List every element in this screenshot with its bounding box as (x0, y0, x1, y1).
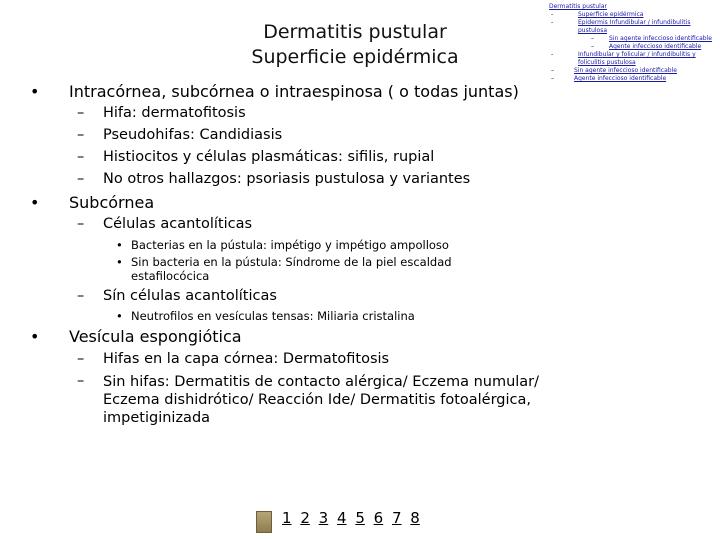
outline-link[interactable]: pustulosa (578, 27, 608, 34)
dash-marker: – (77, 149, 85, 165)
sub-bullet-no-otros: No otros hallazgos: psoriasis pustulosa y variantes (103, 171, 471, 187)
bullet-marker: • (30, 193, 40, 212)
sub-bullet-pseudohifas: Pseudohifas: Candidiasis (103, 127, 283, 143)
sub-bullet-hifa: Hifa: dermatofitosis (103, 105, 246, 121)
dash-marker: – (77, 171, 85, 187)
bullet-marker: • (116, 309, 123, 323)
outline-heading (549, 3, 714, 11)
sub-bullet-histiocitos: Histiocitos y células plasmáticas: sifilis, rupial (103, 149, 435, 165)
dash-marker: – (77, 105, 85, 121)
dash-marker: – (77, 216, 85, 232)
page-link-1[interactable]: 1 (282, 509, 292, 527)
dash-marker: – (77, 373, 85, 389)
sub-bullet-sin-celulas: Sín células acantolíticas (103, 288, 277, 304)
outline-item (549, 43, 714, 51)
outline-marker: – (551, 67, 554, 74)
slide-thumbnail-icon[interactable] (256, 511, 272, 533)
outline-marker: - (551, 11, 554, 18)
sub-bullet-hifas-capa: Hifas en la capa córnea: Dermatofitosis (103, 351, 390, 367)
outline-link[interactable]: Epidermis Infundibular / infundibulitis (578, 19, 691, 26)
bullet-subcornea: Subcórnea (69, 193, 155, 212)
outline-marker: – (591, 35, 594, 42)
page-link-7[interactable]: 7 (391, 509, 402, 527)
sub-sub-bullet-neutrofilos: Neutrofilos en vesículas tensas: Miliaria cristalina (131, 309, 415, 323)
outline-marker: - (551, 51, 554, 58)
sub-bullet-sin-hifas: Sin hifas: Dermatitis de contacto alérgica/ Eczema numular/ Eczema dishidrótico/ Reacción Ide/ Dermatitis fotoalérgica, impetiginizada (103, 374, 540, 426)
outline-panel (549, 3, 714, 83)
page-link-6[interactable]: 6 (373, 509, 384, 527)
bullet-marker: • (30, 327, 40, 346)
outline-item (549, 51, 714, 59)
page-number-list (282, 509, 424, 527)
outline-link[interactable]: Agente infeccioso identificable (609, 43, 702, 50)
dash-marker: – (77, 127, 85, 143)
sub-sub-bullet-bacterias: Bacterias en la pústula: impétigo y impétigo ampolloso (131, 238, 449, 252)
outline-link[interactable]: Infundibular y folicular / infundibulitis y (578, 51, 696, 58)
outline-link[interactable]: Sin agente infeccioso identificable (574, 67, 677, 74)
bullet-marker: • (116, 238, 123, 252)
page-link-8[interactable]: 8 (410, 509, 420, 527)
outline-marker: – (551, 75, 554, 82)
outline-item (549, 11, 714, 19)
outline-link[interactable]: Agente infeccioso identificable (574, 75, 667, 82)
bullet-intracornea: Intracórnea, subcórnea o intraespinosa ( o todas juntas) (69, 82, 519, 101)
outline-marker: - (551, 19, 554, 26)
outline-item (549, 59, 714, 67)
dash-marker: – (77, 351, 85, 367)
outline-link[interactable]: Superficie epidérmica (578, 11, 644, 18)
outline-link[interactable]: Sin agente infeccioso identificable (609, 35, 712, 42)
outline-item (549, 35, 714, 43)
page-link-3[interactable]: 3 (318, 509, 329, 527)
outline-item (549, 19, 714, 27)
title-line-2: Superficie epidérmica (251, 46, 459, 68)
outline-marker: – (591, 43, 594, 50)
outline-heading-link[interactable]: Dermatitis pustular (549, 3, 607, 10)
page-link-4[interactable]: 4 (336, 509, 347, 527)
outline-item (549, 27, 714, 35)
outline-item (549, 67, 714, 75)
title-line-1: Dermatitis pustular (263, 21, 447, 43)
page-link-2[interactable]: 2 (300, 509, 310, 527)
outline-item (549, 75, 714, 83)
sub-bullet-celulas-acantoliticas: Células acantolíticas (103, 216, 253, 232)
bullet-marker: • (30, 82, 40, 101)
bullet-marker: • (116, 255, 123, 269)
page-link-5[interactable]: 5 (355, 509, 365, 527)
slide-title (190, 20, 520, 70)
bullet-vesicula: Vesícula espongiótica (69, 327, 242, 346)
outline-link[interactable]: foliculitis pustulosa (578, 59, 636, 66)
dash-marker: – (77, 288, 85, 304)
sub-sub-bullet-sin-bacteria: Sin bacteria en la pústula: Síndrome de la piel escaldad estafilocócica (131, 255, 452, 283)
